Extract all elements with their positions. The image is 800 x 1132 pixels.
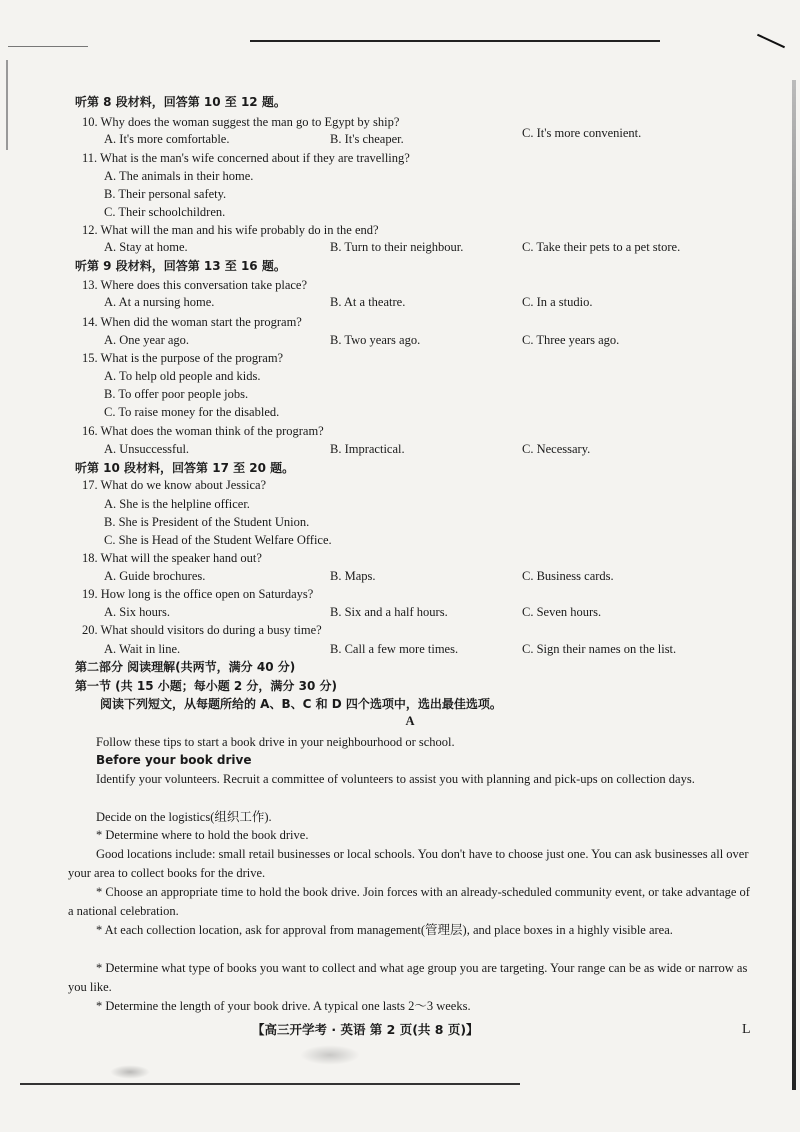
passage-paragraph-8: * Determine the length of your book drive. A typical one lasts 2～3 weeks. [96,999,471,1013]
scan-smudge [300,1045,360,1065]
page-footer: 【高三开学考 · 英语 第 2 页(共 8 页)】 [252,1022,479,1037]
passage-heading: Before your book drive [96,753,252,767]
passage-paragraph-4: Good locations include: small retail businesses or local schools. You don't have to choose just one. You can ask businesses all over your area to collect books for the drive. [68,847,749,880]
passage-paragraph-7: * Determine what type of books you want to collect and what age group you are targeting. Your range can be as wide or narrow as you like. [68,961,748,994]
bottom-rule [20,1083,520,1085]
passage-intro: Follow these tips to start a book drive in your neighbourhood or school. [96,735,455,749]
page-edge-shadow [792,80,796,1090]
scan-smudge-left [110,1065,150,1079]
top-rule-left [8,46,88,47]
page-edge-left [6,60,8,150]
passage-paragraph-2: Decide on the logistics(组织工作). [96,810,272,824]
footer-letter: L [742,1022,751,1037]
passage-paragraph-6: * At each collection location, ask for approval from management(管理层), and place boxes in a highly visible area. [96,923,673,937]
passage-paragraph-1: Identify your volunteers. Recruit a committee of volunteers to assist you with planning and pick-ups on collection days. [96,772,695,786]
exam-page: 听第 8 段材料，回答第 10 至 12 题。 10. Why does the woman suggest the man go to Egypt by ship? A. It's more comfortable. B. It's cheaper. C. It's more convenient. 11. What is the man's wife concerned about if they are travelling? A. The animals in their home. B. Their personal safety. C. Their schoolchildren. 12. What will the man and his wife probably do in the end? A. Stay at home. B. Turn to their neighbour. C. Take their pets to a pet store. 听第 9 段材料，回答第 13 至 16 题。 13. Where does this conversation take place? A. At a nursing home. B. At a theatre. C. In a studio. 14. When did the woman start the program? A. One year ago. B. Two years ago. C. Three years ago. 15. What is the purpose of the program? A. To help old people and kids. B. To offer poor people jobs. C. To raise money for the disabled. 16. What does the woman think of the program? A. Unsuccessful. B. Impractical. C. Necessary. 听第 10 段材料，回答第 17 至 20 题。 17. What do we know about Jessica? A. She is the helpline officer. B. She is President of the Student Union. C. She is Head of the Student Welfare Office. 18. What will the speaker hand out? A. Guide brochures. B. Maps. C. Business cards. 19. How long is the office open on Saturdays? A. Six hours. B. Six and a half hours. C. Seven hours. 20. What should visitors do during a busy time? A. Wait in line. B. Call a few more times. C. Sign their names on the list. 第二部分 阅读理解(共两节，满分 40 分) 第一节 (共 15 小题；每小题 2 分，满分 30 分) 阅读下列短文，从每题所给的 A、B、C 和 D 四个选项中，选出最佳选项。 A Follow these tips to start a book drive in your neighbourhood or school. Before your book drive Identify your volunteers. Recruit a committee of volunteers to assist you with planning and pick-ups on collection days. Decide on the logistics(组织工作). * Determine where to hold the book drive. Good locations include: small retail businesses or local schools. You don't have to choose just one. You can ask businesses all over your area to collect books for the drive. * Choose an appropriate time to hold the book drive. Join forces with an already-scheduled community event, or take advantage of a national celebration. * At each collection location, ask for approval from management(管理层), and place boxes in a highly visible area. * Determine what type of books you want to collect and what age group you are targeting. Your range can be as wide or narrow as you like. * Determine the length of your book drive. A typical one lasts 2～3 weeks. 【高三开学考 · 英语 第 2 页(共 8 页)】 L [0,0,800,1132]
passage-paragraph-5: * Choose an appropriate time to hold the book drive. Join forces with an already-scheduled community event, or take advantage of a national celebration. [68,885,750,918]
corner-mark [757,34,785,48]
passage-paragraph-3: * Determine where to hold the book drive. [96,828,309,842]
top-rule [250,40,660,42]
